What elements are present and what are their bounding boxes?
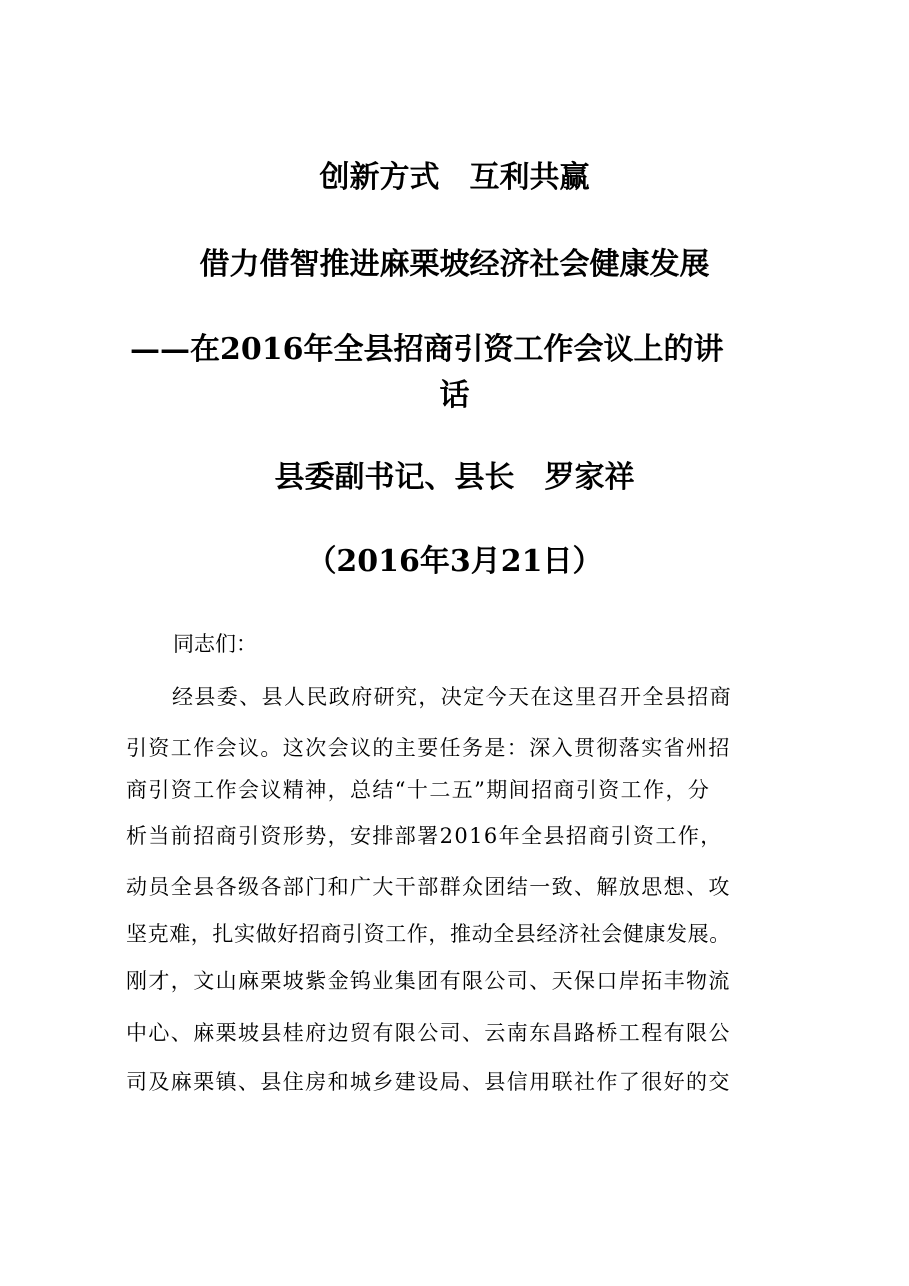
body-line: 析当前招商引资形势，安排部署2016年全县招商引资工作， bbox=[126, 824, 723, 848]
greeting: 同志们： bbox=[173, 632, 257, 656]
body-line: 经县委、县人民政府研究，决定今天在这里召开全县招商 bbox=[172, 685, 732, 709]
body-line: 动员全县各级各部门和广大干部群众团结一致、解放思想、攻 bbox=[126, 875, 731, 899]
body-line: 商引资工作会议精神，总结“十二五”期间招商引资工作，分 bbox=[126, 778, 711, 802]
body-line: 坚克难，扎实做好招商引资工作，推动全县经济社会健康发展。 bbox=[126, 922, 731, 946]
body-line: 中心、麻栗坡县桂府边贸有限公司、云南东昌路桥工程有限公 bbox=[126, 1021, 731, 1045]
speaker-byline: 县委副书记、县长 罗家祥 bbox=[274, 460, 635, 495]
body-line: 引资工作会议。这次会议的主要任务是：深入贯彻落实省州招 bbox=[126, 736, 731, 760]
speech-date: （2016年3月21日） bbox=[306, 544, 603, 579]
title-line-2: 借力借智推进麻栗坡经济社会健康发展 bbox=[199, 247, 710, 282]
subtitle-line-1: ——在2016年全县招商引资工作会议上的讲 bbox=[130, 332, 724, 367]
subtitle-line-2: 话 bbox=[439, 378, 470, 413]
body-line: 司及麻栗镇、县住房和城乡建设局、县信用联社作了很好的交 bbox=[126, 1070, 731, 1094]
body-line: 刚才，文山麻栗坡紫金钨业集团有限公司、天保口岸拓丰物流 bbox=[126, 969, 731, 993]
title-line-1: 创新方式 互利共赢 bbox=[319, 160, 590, 195]
